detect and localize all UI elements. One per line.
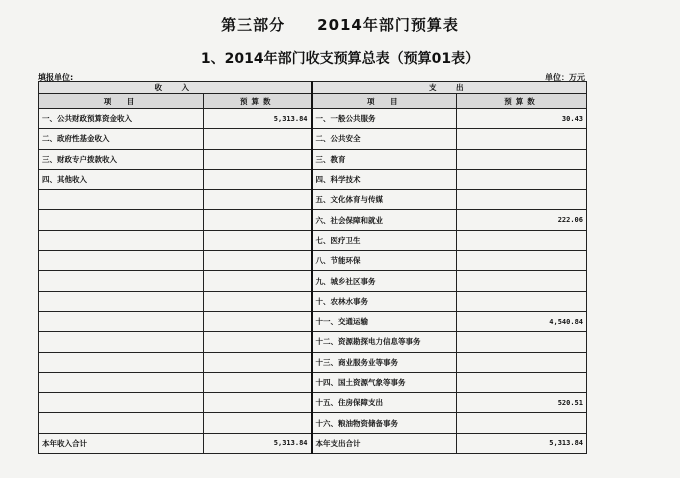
expense-item-cell: 八、节能环保 <box>312 251 457 271</box>
expense-amount-cell <box>457 271 587 291</box>
income-amount-cell <box>204 393 312 413</box>
income-item-cell <box>39 352 204 372</box>
table-subtitle: 1、2014年部门收支预算总表（预算01表） <box>200 51 480 67</box>
income-amount-cell <box>204 332 312 352</box>
expense-amount-cell <box>457 332 587 352</box>
table-row <box>39 352 587 372</box>
expense-item-cell: 五、文化体育与传媒 <box>312 190 457 210</box>
table-row <box>39 372 587 392</box>
income-item-cell <box>39 251 204 271</box>
income-item-cell <box>39 291 204 311</box>
income-total-amount: 5,313.84 <box>204 433 312 453</box>
income-amount-header: 预算数 <box>204 94 312 109</box>
totals-row <box>39 433 587 453</box>
income-amount-cell <box>204 251 312 271</box>
page-title: 第三部分 2014年部门预算表 <box>221 16 459 34</box>
fill-unit-label: 填报单位: <box>38 73 74 82</box>
expense-item-cell: 十、农林水事务 <box>312 291 457 311</box>
unit-label: 单位：万元 <box>545 73 585 82</box>
income-item-cell <box>39 372 204 392</box>
table-row <box>39 190 587 210</box>
expense-total-label: 本年支出合计 <box>312 433 457 453</box>
income-amount-cell <box>204 352 312 372</box>
income-item-cell <box>39 393 204 413</box>
expense-amount-cell: 4,540.84 <box>457 311 587 331</box>
expense-item-cell: 七、医疗卫生 <box>312 230 457 250</box>
table-row <box>39 149 587 169</box>
table-row <box>39 291 587 311</box>
income-item-cell <box>39 311 204 331</box>
table-row <box>39 413 587 433</box>
income-item-cell: 二、政府性基金收入 <box>39 129 204 149</box>
expense-amount-cell <box>457 372 587 392</box>
expense-item-cell: 十二、资源勘探电力信息等事务 <box>312 332 457 352</box>
table-row <box>39 230 587 250</box>
expense-item-cell: 十四、国土资源气象等事务 <box>312 372 457 392</box>
expense-amount-cell <box>457 129 587 149</box>
table-row <box>39 332 587 352</box>
expense-item-cell: 九、城乡社区事务 <box>312 271 457 291</box>
income-amount-cell <box>204 311 312 331</box>
income-amount-cell: 5,313.84 <box>204 109 312 129</box>
income-item-cell <box>39 230 204 250</box>
column-header-row <box>39 94 587 109</box>
expense-item-cell: 十五、住房保障支出 <box>312 393 457 413</box>
expense-amount-header: 预算数 <box>457 94 587 109</box>
income-item-cell: 三、财政专户拨款收入 <box>39 149 204 169</box>
table-row <box>39 393 587 413</box>
income-item-cell <box>39 190 204 210</box>
income-total-label: 本年收入合计 <box>39 433 204 453</box>
expense-amount-cell <box>457 291 587 311</box>
income-amount-cell <box>204 169 312 189</box>
expense-amount-cell <box>457 190 587 210</box>
expense-item-cell: 六、社会保障和就业 <box>312 210 457 230</box>
expense-total-amount: 5,313.84 <box>457 433 587 453</box>
budget-summary-table <box>38 81 587 454</box>
income-item-cell <box>39 413 204 433</box>
income-amount-cell <box>204 271 312 291</box>
expense-amount-cell <box>457 352 587 372</box>
table-row <box>39 210 587 230</box>
expense-amount-cell: 222.06 <box>457 210 587 230</box>
expense-amount-cell: 30.43 <box>457 109 587 129</box>
expense-band: 支 出 <box>312 82 587 94</box>
income-amount-cell <box>204 129 312 149</box>
expense-item-cell: 一、一般公共服务 <box>312 109 457 129</box>
expense-item-cell: 二、公共安全 <box>312 129 457 149</box>
income-amount-cell <box>204 149 312 169</box>
income-amount-cell <box>204 291 312 311</box>
table-row <box>39 271 587 291</box>
table-row <box>39 251 587 271</box>
expense-amount-cell: 520.51 <box>457 393 587 413</box>
expense-amount-cell <box>457 413 587 433</box>
income-item-cell <box>39 332 204 352</box>
income-item-cell <box>39 271 204 291</box>
expense-item-cell: 十一、交通运输 <box>312 311 457 331</box>
expense-item-cell: 三、教育 <box>312 149 457 169</box>
income-band: 收 入 <box>39 82 312 94</box>
income-item-cell <box>39 210 204 230</box>
expense-amount-cell <box>457 251 587 271</box>
income-amount-cell <box>204 413 312 433</box>
table-row <box>39 169 587 189</box>
expense-item-cell: 十六、粮油物资储备事务 <box>312 413 457 433</box>
expense-amount-cell <box>457 149 587 169</box>
income-amount-cell <box>204 372 312 392</box>
table-row <box>39 109 587 129</box>
table-row <box>39 311 587 331</box>
section-band-row <box>39 82 587 94</box>
income-item-header: 项 目 <box>39 94 204 109</box>
income-item-cell: 一、公共财政预算资金收入 <box>39 109 204 129</box>
income-amount-cell <box>204 210 312 230</box>
expense-amount-cell <box>457 169 587 189</box>
table-row <box>39 129 587 149</box>
expense-item-header: 项 目 <box>312 94 457 109</box>
expense-item-cell: 十三、商业服务业等事务 <box>312 352 457 372</box>
income-item-cell: 四、其他收入 <box>39 169 204 189</box>
expense-item-cell: 四、科学技术 <box>312 169 457 189</box>
income-amount-cell <box>204 190 312 210</box>
income-amount-cell <box>204 230 312 250</box>
expense-amount-cell <box>457 230 587 250</box>
